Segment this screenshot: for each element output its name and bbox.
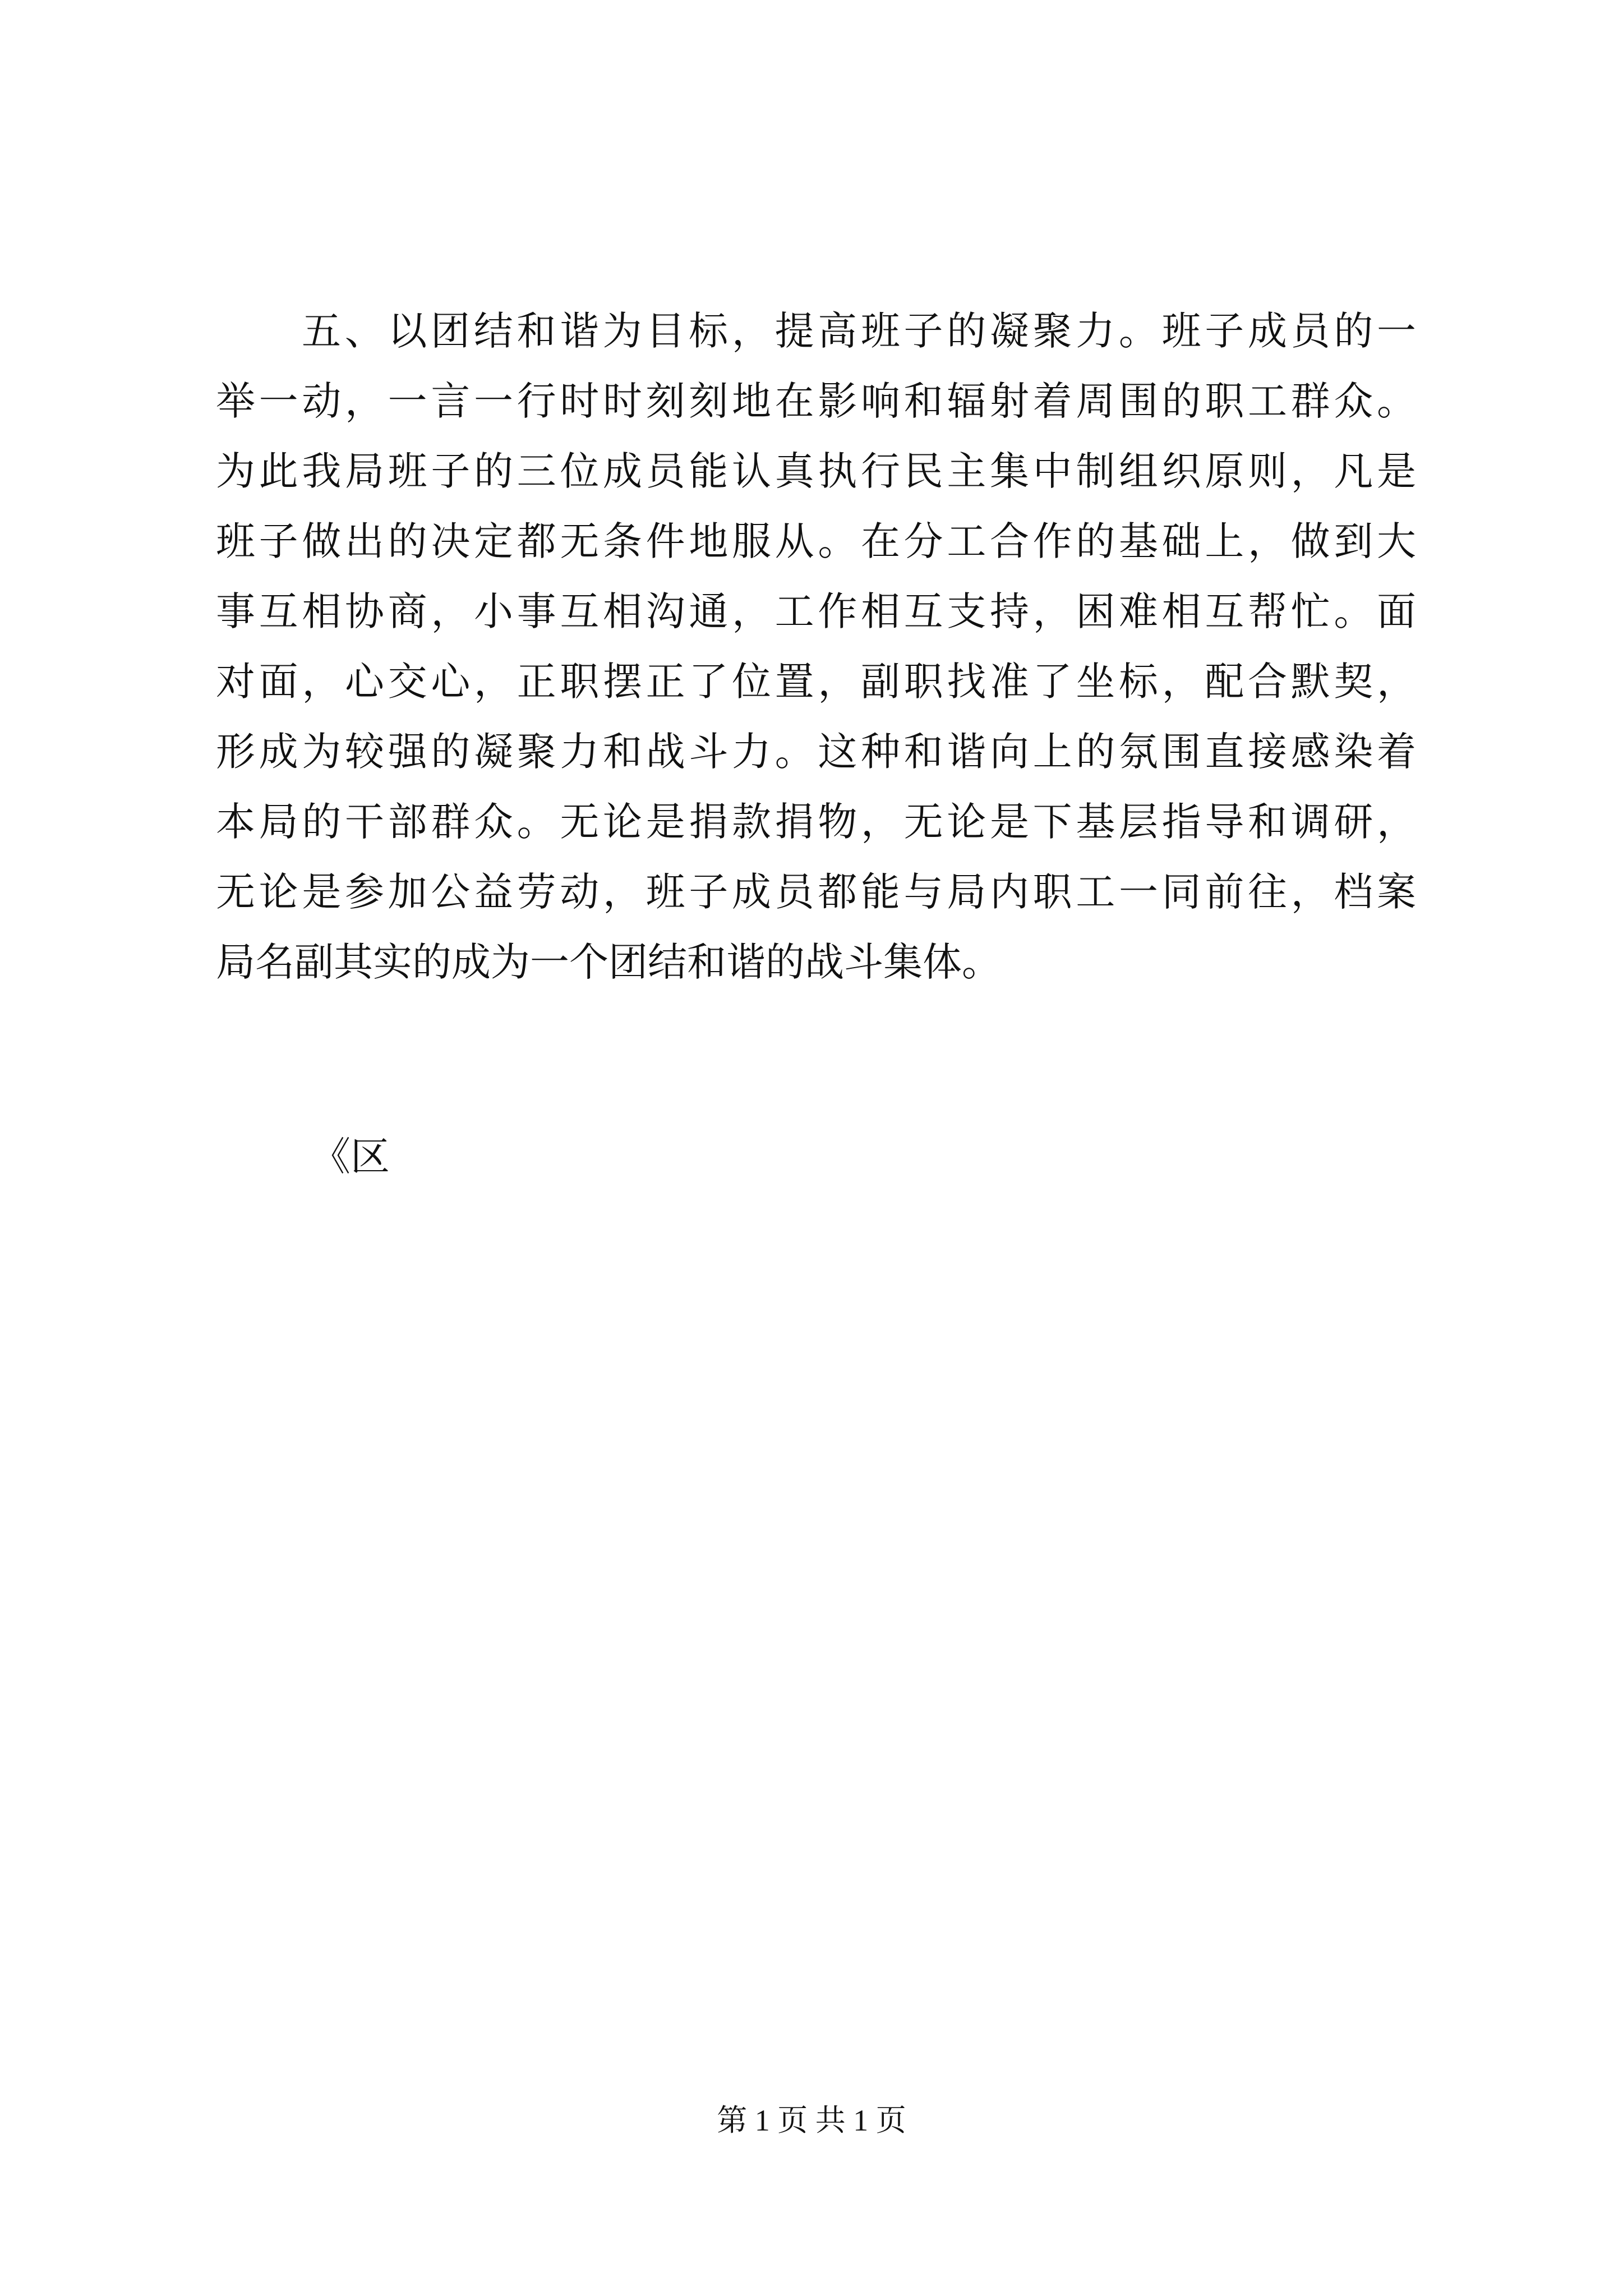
- paragraph-line: 举一动，一言一行时时刻刻地在影响和辐射着周围的职工群众。: [216, 378, 1416, 424]
- paragraph-line: 本局的干部群众。无论是捐款捐物，无论是下基层指导和调研，: [216, 799, 1416, 845]
- paragraph-line: 对面，心交心，正职摆正了位置，副职找准了坐标，配合默契，: [216, 659, 1416, 705]
- paragraph-line: 形成为较强的凝聚力和战斗力。这种和谐向上的氛围直接感染着: [216, 729, 1416, 775]
- text-fragment: 《区: [311, 1134, 390, 1180]
- paragraph-line: 局名副其实的成为一个团结和谐的战斗集体。: [216, 939, 1001, 985]
- paragraph-line: 班子做出的决定都无条件地服从。在分工合作的基础上，做到大: [216, 518, 1416, 564]
- paragraph-line: 无论是参加公益劳动，班子成员都能与局内职工一同前往，档案: [216, 869, 1416, 915]
- paragraph-line: 事互相协商，小事互相沟通，工作相互支持，困难相互帮忙。面: [216, 588, 1416, 634]
- paragraph-line: 五、以团结和谐为目标，提高班子的凝聚力。班子成员的一: [302, 308, 1416, 354]
- paragraph-line: 为此我局班子的三位成员能认真执行民主集中制组织原则，凡是: [216, 448, 1416, 494]
- page-number-footer: 第 1 页 共 1 页: [717, 2104, 906, 2137]
